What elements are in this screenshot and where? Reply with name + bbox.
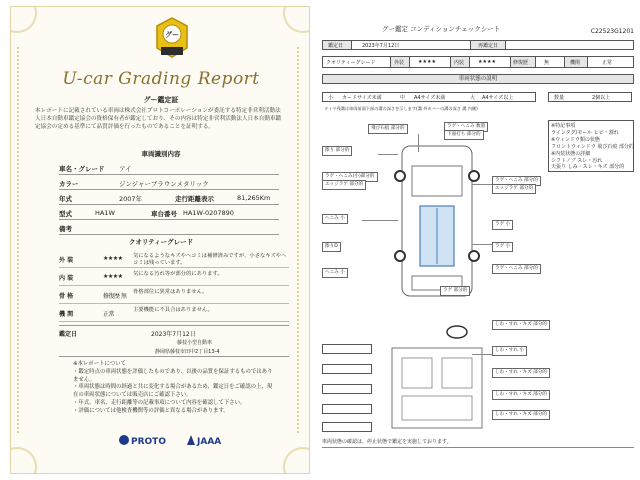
special-note-item: 天張り しみ・スレ・キズ 部分的: [551, 164, 625, 170]
damage-label: ラゲ 小: [492, 242, 513, 252]
special-note-item: フロントウィンドウ 飛び石痕 部分的: [551, 144, 634, 150]
count-value: 2個以上: [592, 95, 611, 101]
damage-label: ラゲ 部分的: [440, 286, 470, 296]
note-line: ・車両状態は時間の経過と共に変化する場合があるため、鑑定日をご確認の上、現在の車両状態については販売店にご確認下さい。: [73, 384, 273, 399]
size-small-label: 小: [328, 95, 334, 101]
vehicle-chassis-value: HA1W-0207890: [183, 209, 234, 217]
size-mid-label: 中: [400, 95, 406, 101]
size-a4-text: A4サイズ未満: [414, 95, 446, 101]
vehicle-mileage-label: 走行距離表示: [175, 195, 214, 203]
quality-label: 外 装: [59, 257, 74, 264]
sheet-date-value: 2023年7月12日: [362, 43, 400, 49]
car-topview-diagram-icon: [382, 136, 492, 306]
sheet-int-label: 内装: [454, 60, 465, 66]
sheet-engine-value: 正常: [602, 60, 613, 66]
damage-label: 飛び石痕 部分的: [368, 124, 408, 134]
size-card-text: カードサイズ未満: [342, 95, 382, 101]
vehicle-type-value: HA1W: [95, 209, 115, 217]
certificate-notes: [73, 361, 273, 416]
sheet-frame-label: 修復歴: [513, 60, 529, 66]
sheet-engine-label: 機関: [570, 60, 581, 66]
sheet-date-label: 鑑定日: [328, 43, 344, 49]
proto-logo-icon: [119, 435, 129, 445]
damage-label: ラゲ 小: [492, 220, 513, 230]
quality-grade: 正常: [103, 311, 115, 318]
svg-text:グー: グー: [165, 31, 179, 39]
damage-label: ラゲ・へこみ 部分的: [492, 264, 541, 274]
quality-text: 気になる汚れ等が部分的にあります。: [133, 271, 223, 277]
damage-label: しわ・すれ・キズ 部分的: [492, 410, 550, 420]
sheet-grade-label: クオリティーグレード: [326, 60, 376, 66]
count-label: 数量: [554, 95, 565, 101]
corner-flourish: [283, 6, 310, 33]
quality-grade: ★★★★: [103, 273, 123, 280]
vehicle-color-value: ジンジャーブラウンメタリック: [119, 180, 209, 188]
damage-label: ラゲ・へこみ(小)部分的: [322, 172, 378, 182]
note-line: ・年式、車名、走行距離等の記載事項について内容を確認して下さい。: [73, 399, 246, 406]
certificate-subtitle: グー鑑定証: [143, 96, 179, 104]
damage-label: へこみ 小: [322, 214, 348, 224]
interior-diagram-icon: [382, 324, 492, 434]
vehicle-row-color: [59, 176, 279, 190]
vehicle-name-label: 車名・グレード: [59, 165, 105, 173]
leader-line: [362, 220, 398, 221]
blank-cell: [322, 404, 372, 414]
special-note-item: シフトノブ スレ・汚れ: [551, 158, 603, 164]
note-line: ・評価については他検査機関等の評価と異なる場合があります。: [73, 407, 229, 414]
sheet-footer-note: 車両状態の確認は、停止状態で鑑定を実施しております。: [322, 439, 452, 445]
certificate-intro: 本レポートに記載されている車両は株式会社プロトコーポレーションが委託する特定非営利活動法人日本自動車鑑定協会の資格保有者が鑑定しており、その内容は特定非営利活動法人日本自動車鑑定協会の定める基準にて品質評価を行ったものであることを証明する。: [35, 108, 282, 130]
damage-label: ラゲ・へこみ 部分的: [492, 176, 541, 186]
condition-section-title: 車両状態の説明: [322, 74, 634, 84]
sheet-int-value: ★★★★: [478, 59, 496, 65]
damage-label: 擦りD: [322, 242, 341, 252]
quality-label: 機 関: [59, 311, 74, 318]
vehicle-row-name: [59, 161, 279, 175]
corner-flourish: [10, 6, 37, 33]
quality-label: 骨 格: [59, 293, 74, 300]
inspector-address: 静岡県藤枝市田中2丁目13-4: [155, 349, 220, 355]
leader-line: [472, 354, 492, 355]
vehicle-mileage-value: 81,265Km: [237, 194, 271, 202]
corner-flourish: [283, 447, 310, 474]
damage-label: 下面打ち 部分的: [444, 130, 484, 140]
corner-flourish: [10, 447, 37, 474]
inspection-date-value: 2023年7月12日: [151, 331, 196, 338]
vehicle-chassis-label: 車台番号: [151, 210, 177, 218]
quality-row-frame: [59, 287, 289, 304]
blank-cell: [322, 384, 372, 394]
quality-text: 気になるようなキズやヘコミは補修済みですが、小さなキズやヘコミは残っています。: [133, 253, 287, 266]
tire-note: タイヤ残溝は車両前面下部の溝の深さを示します(溝 外カバーの溝の深さ 溝 内側): [324, 106, 478, 111]
damage-label: へこみ 小: [322, 268, 348, 278]
quality-text: 主要機能に不具合はありません。: [133, 307, 213, 313]
proto-logo: [119, 435, 166, 447]
blank-cell: [322, 344, 372, 354]
vehicle-row-type: [59, 206, 279, 220]
certificate-title: U-car Grading Report: [62, 69, 260, 89]
damage-label: しわ・すれ・キズ 部分的: [492, 368, 550, 378]
leader-line: [378, 154, 398, 155]
quality-row-interior: [59, 269, 289, 286]
vehicle-name-value: アイ: [119, 165, 132, 173]
jaaa-logo-icon: [187, 435, 195, 445]
proto-logo-text: PROTO: [131, 437, 166, 447]
blank-cell: [322, 364, 372, 374]
quality-text: 骨格部位に異常はありません。: [133, 289, 208, 295]
vehicle-color-label: カラー: [59, 180, 79, 188]
vehicle-row-remarks: [59, 221, 279, 235]
special-notes-title: ※特記事項: [551, 123, 576, 129]
vehicle-year-value: 2007年: [119, 195, 143, 203]
sheet-ext-value: ★★★★: [418, 59, 436, 65]
leader-line: [418, 134, 419, 152]
quality-row-exterior: [59, 251, 289, 268]
vehicle-type-label: 型式: [59, 210, 72, 218]
sheet-frame-value: 無: [544, 60, 550, 66]
inspector-name: 藤枝小型自動車: [177, 340, 213, 346]
note-line: ※本レポートについて: [73, 361, 126, 367]
vehicle-row-year: [59, 191, 279, 205]
vehicle-remarks-label: 備考: [59, 225, 72, 233]
vehicle-year-label: 年式: [59, 195, 72, 203]
quality-grade: 修復歴 無: [103, 293, 127, 300]
inspection-date-label: 鑑定日: [59, 331, 78, 338]
inspection-date-block: [59, 325, 289, 357]
sheet-code: C22523G1201: [590, 28, 634, 35]
jaaa-logo: [187, 435, 221, 447]
quality-label: 内 装: [59, 275, 74, 282]
grading-certificate: [10, 6, 310, 474]
leader-line: [472, 244, 492, 245]
goo-kantei-logo-icon: [155, 17, 189, 61]
quality-heading: クオリティーグレード: [128, 238, 194, 246]
sheet-title: グー鑑定 コンディションチェックシート: [382, 25, 501, 33]
damage-label: しわ・すれ 小: [492, 346, 527, 356]
footer-rule: [322, 447, 634, 448]
damage-label: 擦り 部分的: [322, 146, 352, 156]
special-note-item: ラインタグ/モール ヒビ・割れ: [551, 130, 619, 136]
note-line: ・鑑定時点の車両状態を評価したものであり、以後の品質を保証するものではありません。: [73, 368, 273, 383]
reinspect-label: 再鑑定日: [478, 43, 499, 49]
leader-line: [472, 184, 492, 185]
quality-grade: ★★★★: [103, 255, 123, 262]
damage-label: エッジラゲ 部分的: [322, 180, 366, 190]
condition-check-sheet: [322, 24, 634, 454]
special-note-item: ※ウィンドウ類の状態: [551, 137, 600, 143]
vehicle-heading: 車両識別内容: [141, 150, 181, 158]
size-large-label: 大: [470, 95, 476, 101]
size-a4over-text: A4サイズ以上: [482, 95, 514, 101]
quality-row-engine: [59, 305, 289, 322]
jaaa-logo-text: JAAA: [197, 437, 222, 447]
sheet-ext-label: 外装: [394, 60, 405, 66]
damage-label: しわ・すれ・キズ 部分的: [492, 320, 550, 330]
damage-label: ラゲ・へこみ 数箇: [444, 122, 488, 132]
damage-label: エッジラゲ 部分的: [492, 184, 536, 194]
blank-cell: [322, 422, 372, 432]
special-note-item: ※内装状態の詳細: [551, 151, 591, 157]
damage-label: しわ・すれ・キズ 部分的: [492, 390, 550, 400]
